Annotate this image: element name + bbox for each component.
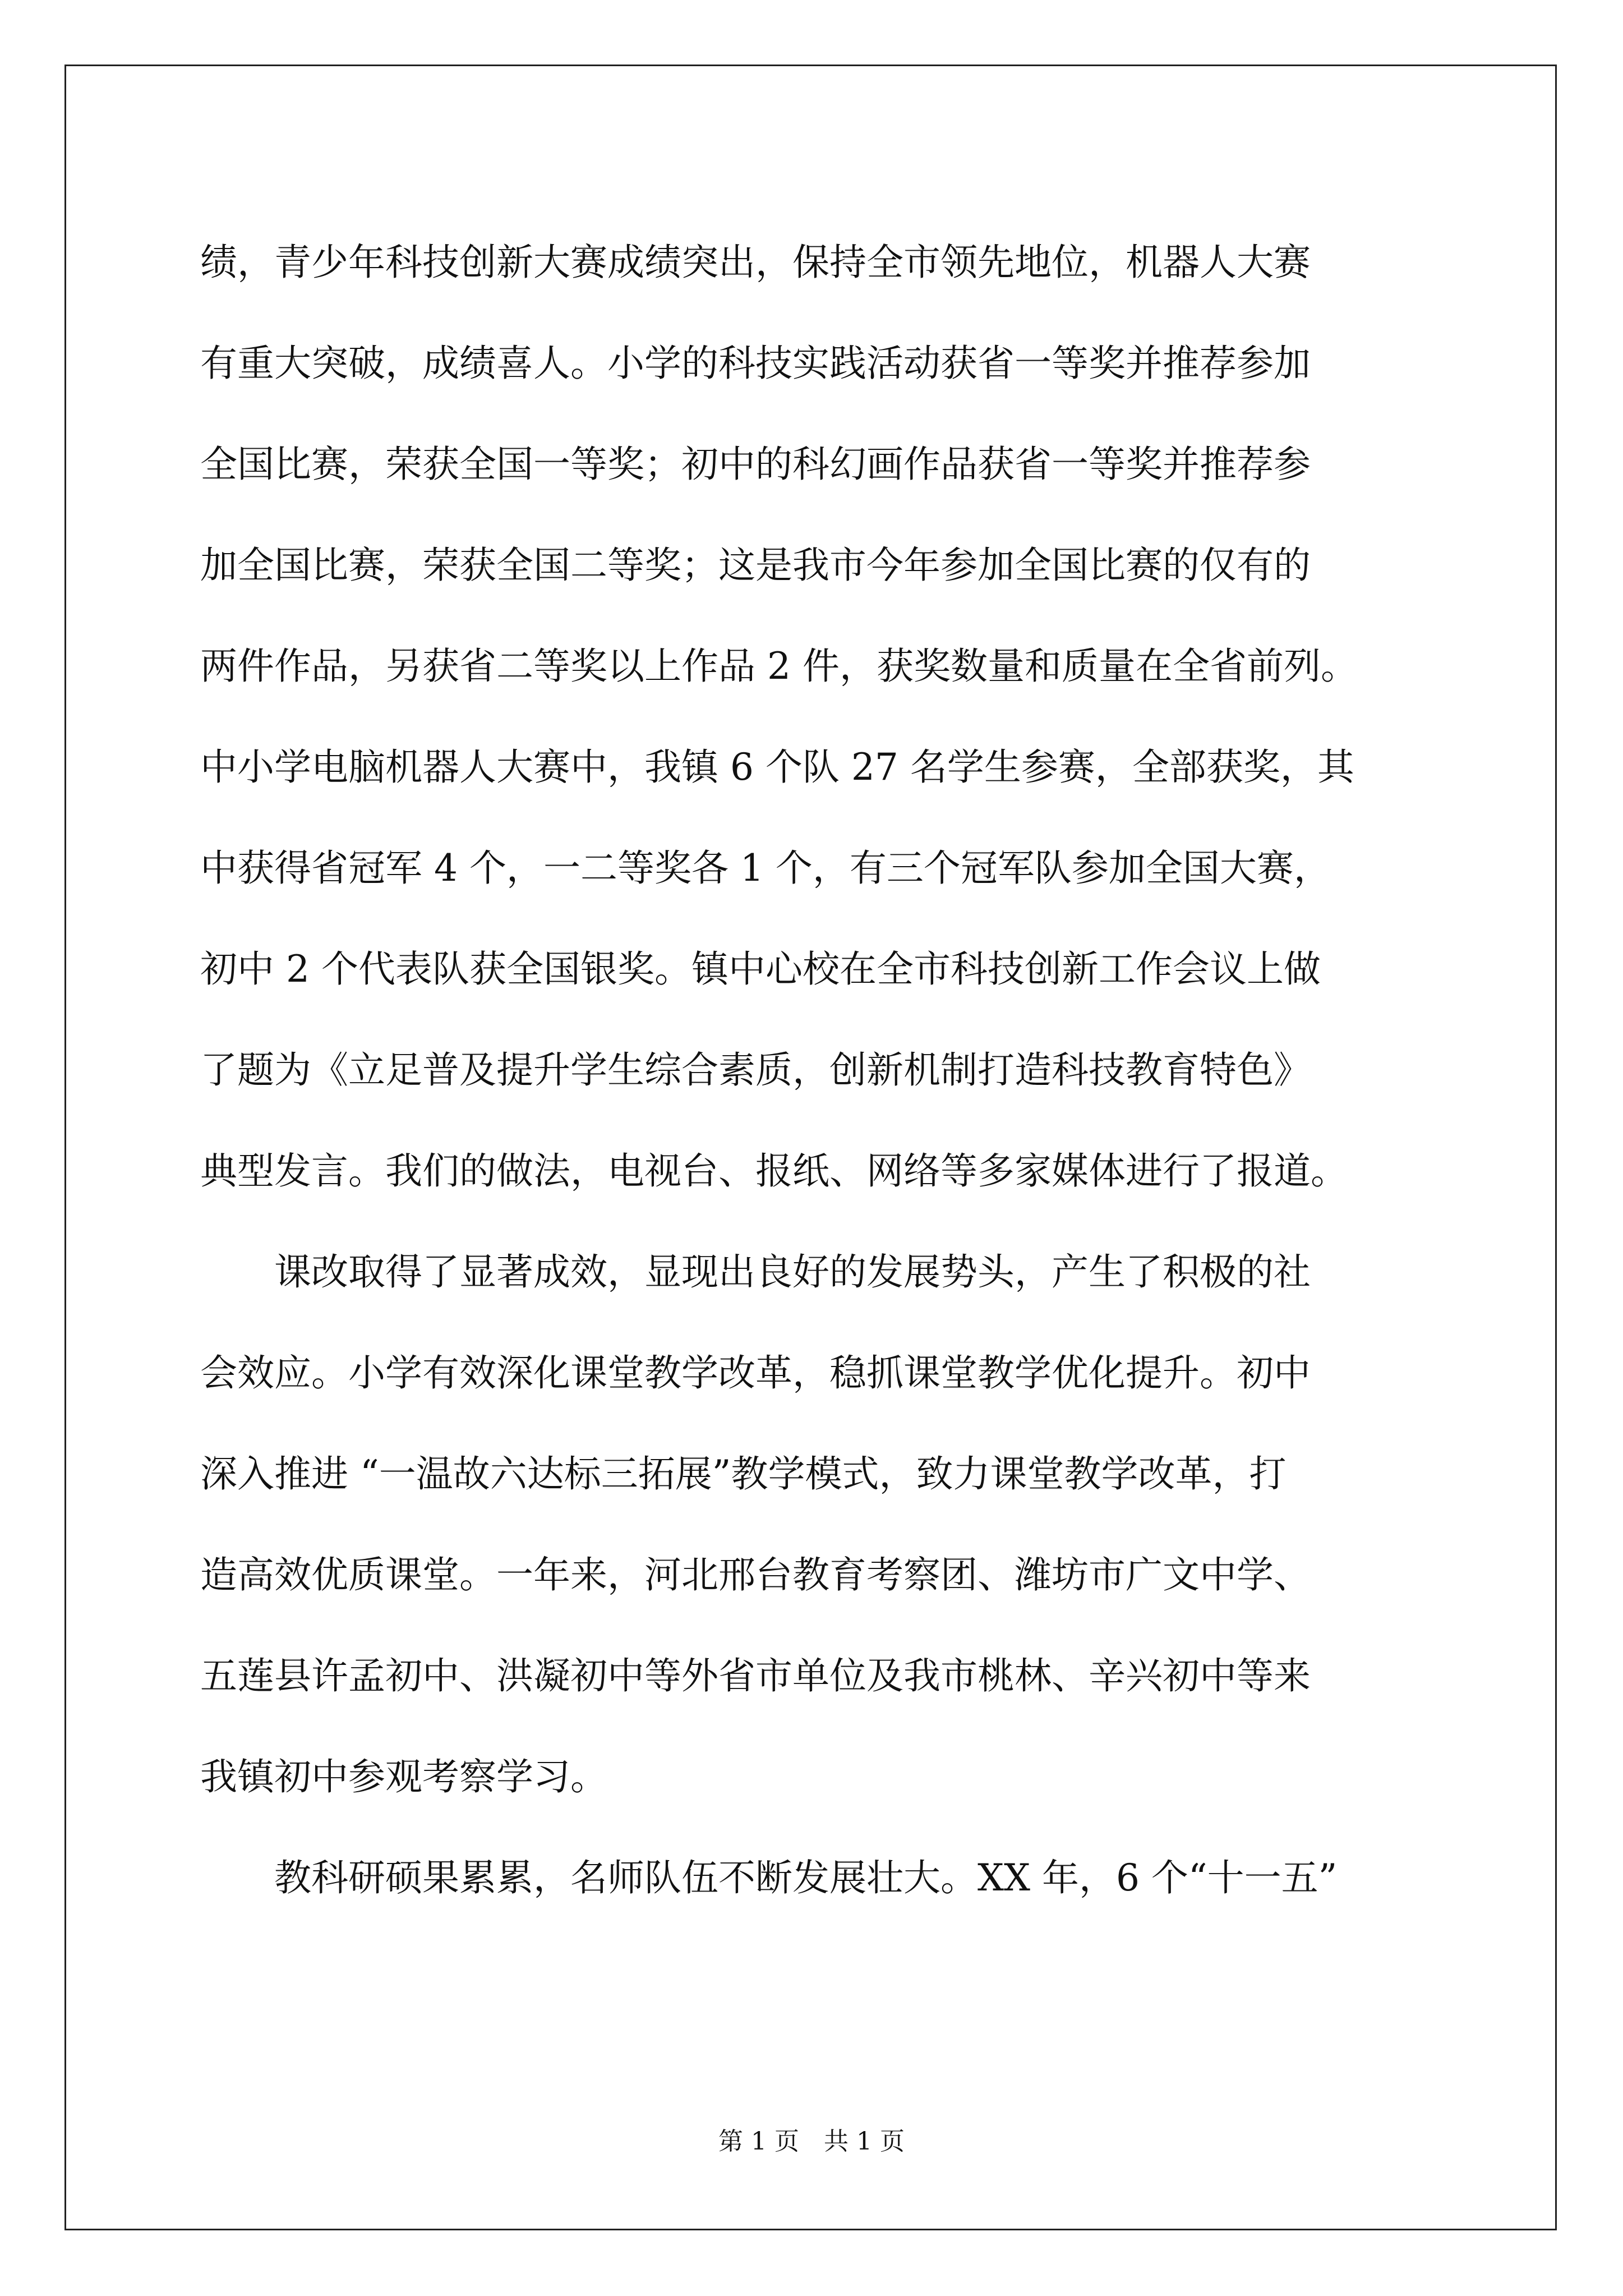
text-line-5: 两件作品，另获省二等奖以上作品 2 件，获奖数量和质量在全省前列。 <box>200 645 1358 688</box>
text-line-8: 初中 2 个代表队获全国银奖。镇中心校在全市科技创新工作会议上做 <box>200 947 1321 991</box>
text-line-14: 造高效优质课堂。一年来，河北邢台教育考察团、潍坊市广文中学、 <box>200 1553 1311 1596</box>
text-line-6: 中小学电脑机器人大赛中，我镇 6 个队 27 名学生参赛，全部获奖，其 <box>200 746 1354 789</box>
text-line-15: 五莲县许孟初中、洪凝初中等外省市单位及我市桃林、辛兴初中等来 <box>200 1654 1311 1697</box>
text-line-16: 我镇初中参观考察学习。 <box>200 1755 607 1798</box>
text-line-2: 有重大突破，成绩喜人。小学的科技实践活动获省一等奖并推荐参加 <box>200 342 1311 385</box>
text-line-4: 加全国比赛，荣获全国二等奖；这是我市今年参加全国比赛的仅有的 <box>200 544 1311 587</box>
text-line-13: 深入推进 “一温故六达标三拓展”教学模式，致力课堂教学改革，打 <box>200 1452 1287 1496</box>
text-line-10: 典型发言。我们的做法，电视台、报纸、网络等多家媒体进行了报道。 <box>200 1149 1348 1193</box>
text-line-17: 教科研硕果累累，名师队伍不断发展壮大。XX 年，6 个“十一五” <box>200 1856 1338 1899</box>
page-number-footer: 第 1 页 共 1 页 <box>718 2127 905 2156</box>
text-line-3: 全国比赛，荣获全国一等奖；初中的科幻画作品获省一等奖并推荐参 <box>200 443 1311 486</box>
text-line-12: 会效应。小学有效深化课堂教学改革，稳抓课堂教学优化提升。初中 <box>200 1351 1311 1395</box>
document-body <box>200 212 1423 1929</box>
text-line-9: 了题为《立足普及提升学生综合素质，创新机制打造科技教育特色》 <box>200 1048 1311 1092</box>
text-line-1: 绩，青少年科技创新大赛成绩突出，保持全市领先地位，机器人大赛 <box>200 241 1311 284</box>
text-line-11: 课改取得了显著成效，显现出良好的发展势头，产生了积极的社 <box>200 1250 1311 1294</box>
text-line-7: 中获得省冠军 4 个，一二等奖各 1 个，有三个冠军队参加全国大赛， <box>200 846 1331 890</box>
